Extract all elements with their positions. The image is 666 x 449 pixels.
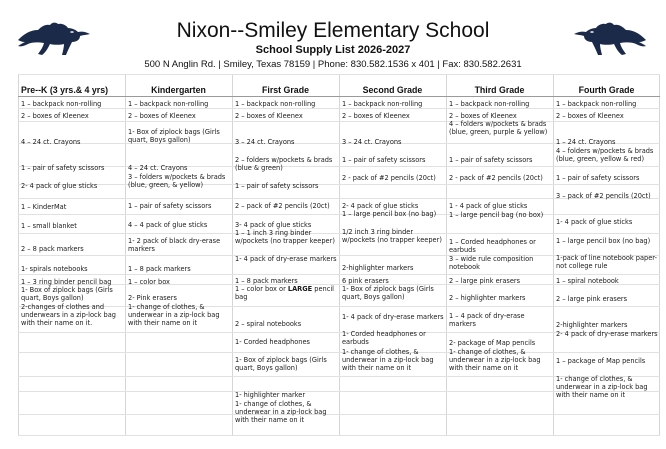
column-heading: Pre--K (3 yrs.& 4 yrs) (21, 85, 109, 95)
list-item: 1- change of clothes, & underwear in a zip-lock bag with their name on it (449, 348, 541, 373)
list-item: 2 – boxes of Kleenex (342, 112, 410, 120)
list-item: 2- 4 pack of glue sticks (21, 182, 98, 190)
list-item: 2- package of Map pencils (449, 339, 536, 347)
column-fourth-grade (553, 74, 660, 436)
list-item: 3 – 24 ct. Crayons (342, 138, 402, 146)
list-item: 2 – boxes of Kleenex (128, 112, 196, 120)
list-item: 1 – backpack non-rolling (21, 100, 102, 108)
list-item: 1 – color box (128, 278, 170, 286)
list-item: 1 – pair of safety scissors (556, 174, 640, 182)
column-heading: First Grade (262, 85, 309, 95)
supply-table (18, 74, 660, 436)
list-item: 1- Corded headphones (235, 338, 310, 346)
list-item: 1- change of clothes, & underwear in a zip-lock bag with their name on it (342, 348, 434, 373)
column-second-grade (339, 74, 446, 436)
list-item: 1- 4 pack of glue sticks (556, 218, 633, 226)
list-item: 1 – 3 ring binder pencil bag (21, 278, 112, 286)
list-item: 1- Corded headphones or earbuds (342, 330, 426, 347)
column-prek (18, 74, 125, 436)
list-item: 1 – Corded headphones or earbuds (449, 238, 536, 255)
school-name: Nixon--Smiley Elementary School (176, 19, 490, 42)
list-item: 2 – pack of #2 pencils (20ct) (235, 202, 330, 210)
column-third-grade (446, 74, 553, 436)
school-address: 500 N Anglin Rd. | Smiley, Texas 78159 | Phone: 830.582.1536 x 401 | Fax: 830.582.2631 (144, 59, 522, 70)
list-item: 1- Box of ziplock bags (Girls quart, Boys gallon) (21, 286, 113, 303)
list-item: 1 – backpack non-rolling (556, 100, 637, 108)
list-item: 4 – 4 pack of glue sticks (128, 221, 208, 229)
list-item: 2 – boxes of Kleenex (449, 112, 517, 120)
list-item: 1 – pair of safety scissors (342, 156, 426, 164)
list-item: 1- change of clothes, & underwear in a zip-lock bag with their name on it (556, 375, 648, 400)
list-item: 1 – backpack non-rolling (128, 100, 209, 108)
list-item: 2 – 8 pack markers (21, 245, 84, 253)
list-item: 1 – spiral notebook (556, 277, 619, 285)
list-item: 1 – 4 pack of dry-erase markers (449, 312, 525, 329)
list-item: 2-highlighter markers (556, 321, 628, 329)
list-item: 3 – pack of #2 pencils (20ct) (556, 192, 651, 200)
list-item: 2- 4 pack of dry-erase markers (556, 330, 658, 338)
list-item: 2 - pack of #2 pencils (20ct) (449, 174, 543, 182)
list-item: 1 – pair of safety scissors (235, 182, 319, 190)
list-item: 4 – folders w/pockets & brads (blue, green, yellow & red) (556, 147, 654, 164)
column-heading: Kindergarten (151, 85, 206, 95)
column-heading: Second Grade (362, 85, 423, 95)
list-item: 1- 2 pack of black dry-erase markers (128, 237, 221, 254)
column-heading: Third Grade (474, 85, 525, 95)
list-item: 1 – 8 pack markers (128, 265, 191, 273)
list-item: 2- 4 pack of glue sticks (342, 202, 419, 210)
list-item: 2 – boxes of Kleenex (235, 112, 303, 120)
list-item: 1 – backpack non-rolling (235, 100, 316, 108)
list-item: 1- 4 pack of dry-erase markers (235, 255, 337, 263)
list-item: 1 – 8 pack markers (235, 277, 298, 285)
list-item: 1 – pair of safety scissors (449, 156, 533, 164)
list-item: 1 – large pencil box (no bag) (556, 237, 651, 245)
list-item: 1 – backpack non-rolling (449, 100, 530, 108)
list-item: 1 – package of Map pencils (556, 357, 646, 365)
list-item: 1 – 24 ct. Crayons (556, 138, 616, 146)
column-heading: Fourth Grade (578, 85, 635, 95)
list-item: 2 – spiral notebooks (235, 320, 302, 328)
list-item: 1- Box of ziplock bags (Girls quart, Boys gallon) (235, 356, 327, 373)
column-kindergarten (125, 74, 232, 436)
list-item: 1- spirals notebooks (21, 265, 88, 273)
list-item: 3 – wide rule composition notebook (449, 255, 534, 272)
list-item: 1 – 1 inch 3 ring binder w/pockets (no trapper keeper) (235, 229, 335, 246)
list-item: 1 – large pencil bag (no box) (449, 211, 544, 219)
list-item: 3- 4 pack of glue sticks (235, 221, 312, 229)
list-item: 1 – small blanket (21, 222, 77, 230)
list-item: 1 - 4 pack of glue sticks (449, 202, 528, 210)
list-item: 4 – folders w/pockets & brads (blue, green, purple & yellow) (449, 120, 548, 137)
list-item: 4 – 24 ct. Crayons (128, 164, 188, 172)
list-item: 1 – KinderMat (21, 203, 67, 211)
list-item: 2 – highlighter markers (449, 294, 526, 302)
list-item: 1 – pair of safety scissors (21, 164, 105, 172)
list-item: 1- change of clothes, & underwear in a zip-lock bag with their name on it (235, 400, 327, 425)
list-item: 2 - pack of #2 pencils (20ct) (342, 174, 436, 182)
list-item: 1- 4 pack of dry-erase markers (342, 313, 444, 321)
list-item: 2 – boxes of Kleenex (556, 112, 624, 120)
list-item: 1 – color box or LARGE pencil bag (235, 285, 334, 302)
list-item: 2- Pink erasers (128, 294, 177, 302)
list-item: 1- Box of ziplock bags (Girls quart, Boys gallon) (342, 285, 434, 302)
list-item: 1/2 inch 3 ring binder w/pockets (no trapper keeper) (342, 228, 442, 245)
list-item: 4 – 24 ct. Crayons (21, 138, 81, 146)
list-item: 2-changes of clothes and underwears in a zip-lock bag with their name on it. (21, 303, 116, 328)
list-item: 2 – boxes of Kleenex (21, 112, 89, 120)
list-item: 2-highlighter markers (342, 264, 414, 272)
list-item: 6 pink erasers (342, 277, 389, 285)
list-item: 1 – backpack non-rolling (342, 100, 423, 108)
mustang-logo-icon (570, 20, 648, 58)
list-item: 2 – folders w/pockets & brads (blue & green) (235, 156, 333, 173)
list-item: 3 – 24 ct. Crayons (235, 138, 295, 146)
list-title: School Supply List 2026-2027 (255, 44, 411, 56)
list-item: 1-pack of line notebook paper- not college rule (556, 254, 657, 271)
list-item: 2 – large pink erasers (449, 277, 521, 285)
list-item: 1- Box of ziplock bags (Girls quart, Boys gallon) (128, 128, 220, 145)
column-first-grade (232, 74, 339, 436)
list-item: 3 – folders w/pockets & brads (blue, green, & yellow) (128, 173, 226, 190)
list-item: 2 – large pink erasers (556, 295, 628, 303)
list-item: 1- change of clothes, & underwear in a zip-lock bag with their name on it (128, 303, 220, 328)
list-item: 1- highlighter marker (235, 391, 306, 399)
list-item: 1 – large pencil box (no bag) (342, 210, 437, 218)
list-item: 1 – pair of safety scissors (128, 202, 212, 210)
